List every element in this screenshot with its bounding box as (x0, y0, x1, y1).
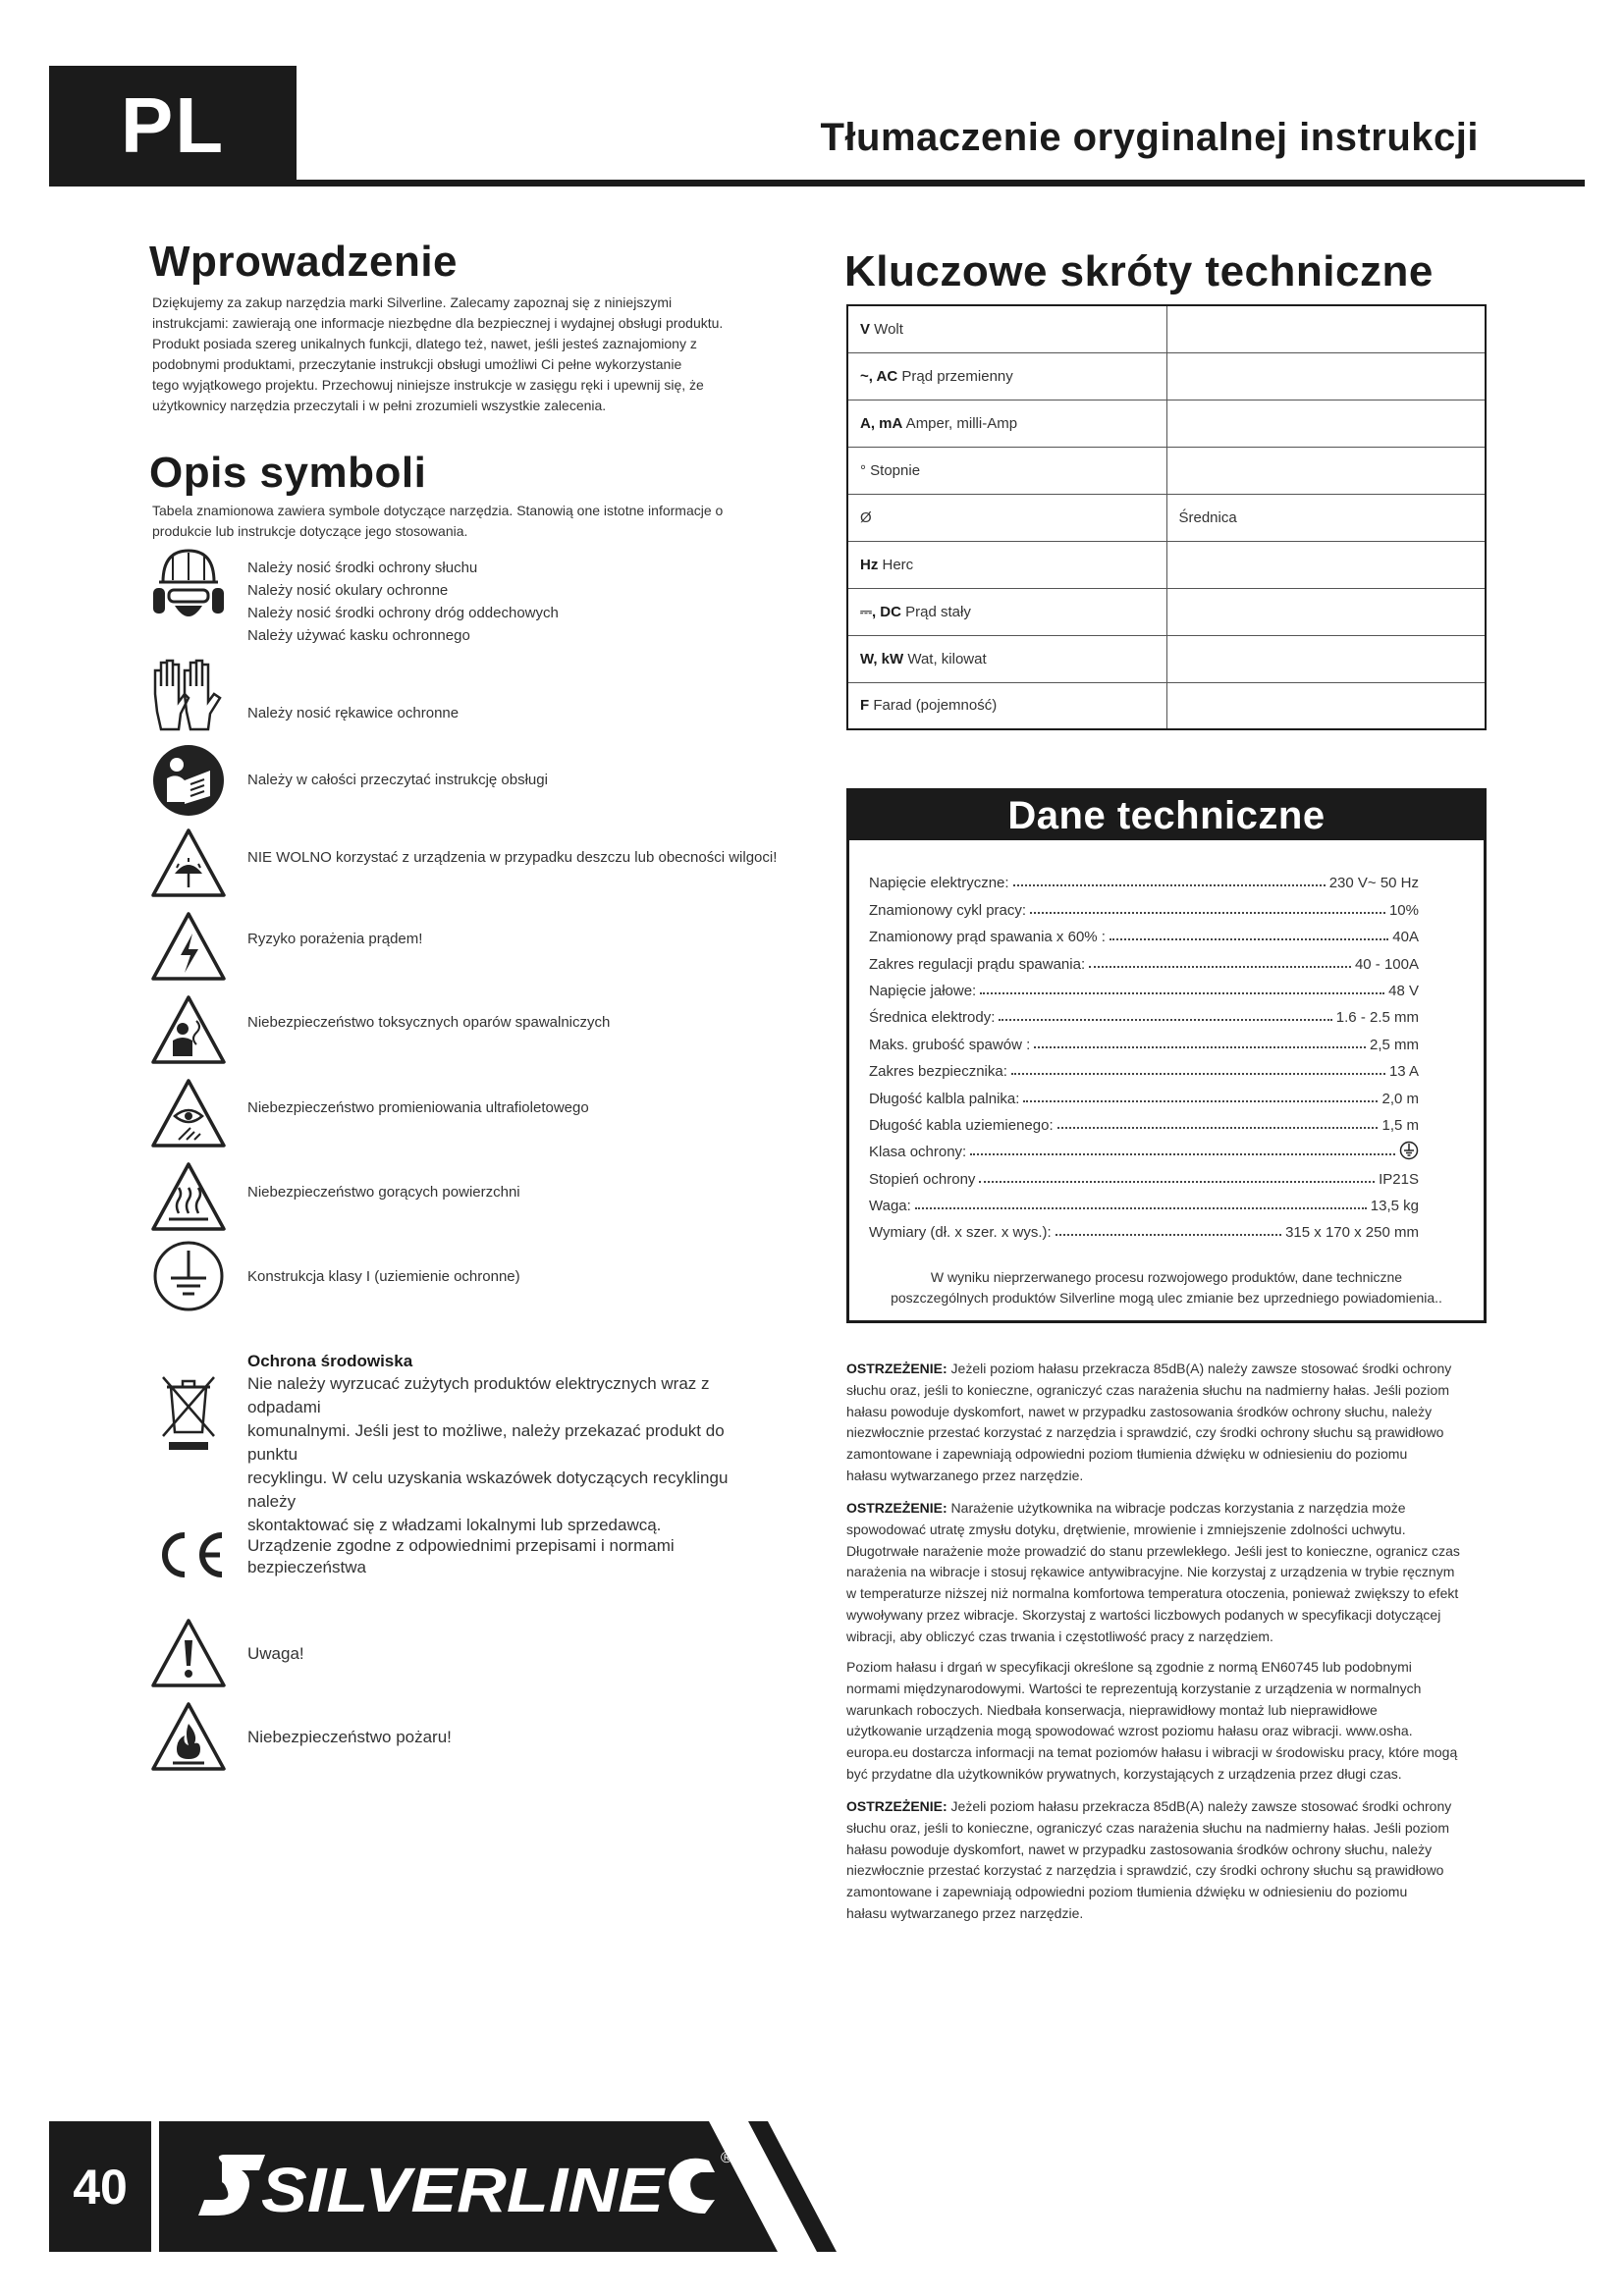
spec-label: Stopień ochrony (869, 1170, 976, 1188)
environment-title: Ochrona środowiska (247, 1352, 413, 1370)
spec-row (869, 1160, 1419, 1187)
symbol-row-gloves (149, 653, 778, 741)
spec-label: Maks. grubość spawów : (869, 1036, 1031, 1053)
language-code: PL (120, 81, 226, 169)
uv-text: Niebezpieczeństwo promieniowania ultrafioletowego (247, 1099, 589, 1116)
abbreviation-row (847, 305, 1486, 352)
spec-label: Napięcie jałowe: (869, 982, 977, 999)
class-1-earth-icon (1399, 1141, 1419, 1160)
warning-noise-repeat: OSTRZEŻENIE: Jeżeli poziom hałasu przekracza 85dB(A) należy zawsze stosować środki ochrony słuchu oraz, jeśli to konieczne, ograniczyć czas narażenia słuchu na nadmierny hałas. Jeśli poziom hałasu powoduje dyskomfort, nawet w przypadku zastosowania środków ochrony słuchu, należy niezwłocznie przestać korzystać z narzędzia i sprawdzić, czy środki ochrony słuchu są prawidłowo zamontowane i zapewniają odpowiedni poziom tłumienia dźwięku w odniesieniu do poziomu hałasu wytwarzanego przez narzędzie. (846, 1798, 1452, 1921)
spec-leader-dots (1013, 884, 1326, 886)
spec-row (869, 1026, 1419, 1052)
no-rain-warning-icon (149, 825, 228, 913)
spec-value: 2,0 m (1381, 1090, 1419, 1107)
abbreviation-row (847, 588, 1486, 635)
abbreviation-row (847, 541, 1486, 588)
abbreviation-term: W, kW Wat, kilowat (847, 635, 1166, 682)
abbreviation-term: F Farad (pojemność) (847, 682, 1166, 729)
symbol-row-hot (149, 1158, 778, 1247)
logo-hook-glyph (198, 2155, 265, 2216)
intro-paragraph: Dziękujemy za zakup narzędzia marki Silverline. Zalecamy zapoznaj się z niniejszymi instrukcjami: zawierają one informacje niezbędne dla bezpiecznej i wydajnej obsługi produktu. Produkt posiada szereg unikalnych funkcji, dlatego też, nawet, jeśli jesteś zaznajomiony z podobnymi produktami, przeczytanie instrukcji obsługi umożliwi Ci pełne wykorzystanie tego wyjątkowego projektu. Przechowuj niniejsze instrukcje w zasięgu ręki i upewnij się, że użytkownicy narzędzia przeczytali i w pełni zrozumieli wszystkie zalecenia. (152, 294, 724, 413)
logo-brand-text: SILVERLINE (261, 2155, 667, 2225)
silverline-logo (159, 2121, 1585, 2252)
abbreviations-heading: Kluczowe skróty techniczne (844, 247, 1434, 295)
spec-row (869, 1134, 1419, 1160)
spec-label: Długość kalbla palnika: (869, 1090, 1020, 1107)
spec-row (869, 1214, 1419, 1241)
abbreviation-definition: Średnica (1166, 494, 1486, 541)
spec-leader-dots (1023, 1100, 1378, 1102)
ce-mark-icon (149, 1514, 228, 1602)
class1-text: Konstrukcja klasy I (uziemienie ochronne) (247, 1268, 520, 1285)
spec-value: IP21S (1379, 1170, 1419, 1188)
warning-noise: OSTRZEŻENIE: Jeżeli poziom hałasu przekracza 85dB(A) należy zawsze stosować środki ochrony słuchu oraz, jeśli to konieczne, ograniczyć czas narażenia słuchu na nadmierny hałas. Jeśli poziom hałasu powoduje dyskomfort, nawet w przypadku zastosowania środków ochrony słuchu, należy niezwłocznie przestać korzystać z narzędzia i sprawdzić, czy środki ochrony słuchu są prawidłowo zamontowane i zapewniają odpowiedni poziom tłumienia dźwięku w odniesieniu do poziomu hałasu wytwarzanego przez narzędzie. (846, 1361, 1452, 1483)
gloves-text: Należy nosić rękawice ochronne (247, 705, 460, 721)
environment-text: Ochrona środowiska Nie należy wyrzucać zużytych produktów elektrycznych wraz z odpadami komunalnymi. Jeśli jest to możliwe, należy przekazać produkt do punktu recyklingu. W celu uzyskania wskazówek dotyczących recyklingu należy skontaktować się z władzami lokalnymi lub sprzedawcą. (247, 1350, 778, 1537)
abbreviation-row (847, 447, 1486, 494)
symbol-row-fire (149, 1698, 778, 1787)
class-1-earth-icon (149, 1239, 228, 1327)
spec-value: 40A (1392, 929, 1419, 946)
symbol-row-warning (149, 1615, 778, 1703)
hot-surface-icon (149, 1158, 228, 1247)
spec-label: Waga: (869, 1198, 911, 1215)
spec-row (869, 1107, 1419, 1134)
spec-leader-dots (1030, 912, 1385, 914)
abbreviation-row (847, 400, 1486, 447)
symbol-row-class1 (149, 1239, 778, 1327)
spec-label: Długość kabla uziemienego: (869, 1116, 1054, 1134)
rain-text: NIE WOLNO korzystać z urządzenia w przypadku deszczu lub obecności wilgoci! (247, 849, 778, 866)
spec-value (1399, 1141, 1419, 1160)
fumes-text: Niebezpieczeństwo toksycznych oparów spawalniczych (247, 1014, 611, 1031)
electric-shock-icon (149, 908, 228, 996)
abbreviation-term: ~, AC Prąd przemienny (847, 352, 1166, 400)
warning-text: Uwaga! (247, 1644, 304, 1663)
symbols-heading: Opis symboli (149, 449, 427, 497)
gloves-icon (149, 653, 228, 741)
spec-value: 230 V~ 50 Hz (1328, 875, 1419, 892)
abbreviation-definition (1166, 635, 1486, 682)
spec-label: Zakres regulacji prądu spawania: (869, 955, 1086, 973)
symbol-row-uv (149, 1075, 778, 1163)
spec-value: 2,5 mm (1369, 1036, 1419, 1053)
abbreviation-definition (1166, 541, 1486, 588)
spec-value: 40 - 100A (1354, 955, 1419, 973)
abbreviation-term: Ø (847, 494, 1166, 541)
spec-row (869, 945, 1419, 972)
spec-label: Znamionowy prąd spawania x 60% : (869, 929, 1106, 946)
page-number: 40 (73, 2159, 128, 2215)
symbols-intro: Tabela znamionowa zawiera symbole dotyczące narzędzia. Stanowią one istotne informacje o produkcie lub instrukcje dotyczące jego stosowania. (152, 503, 724, 539)
spec-row (869, 1053, 1419, 1080)
spec-label: Napięcie elektryczne: (869, 875, 1009, 892)
hot-text: Niebezpieczeństwo gorących powierzchni (247, 1184, 520, 1201)
weee-bin-icon (149, 1367, 228, 1456)
spec-list (869, 865, 1419, 1241)
logo-c-glyph (669, 2159, 715, 2214)
spec-leader-dots (1034, 1046, 1366, 1048)
footer-separator (151, 2121, 159, 2252)
ce-text: Urządzenie zgodne z odpowiednimi przepisami i normami bezpieczeństwa (247, 1536, 675, 1576)
spec-value: 13,5 kg (1370, 1198, 1419, 1215)
footer-bar (49, 2121, 1585, 2252)
symbol-row-ppe (149, 545, 778, 644)
language-tab (49, 66, 297, 186)
spec-row (869, 919, 1419, 945)
spec-value: 13 A (1388, 1063, 1419, 1081)
warning-icon (149, 1615, 228, 1703)
abbreviation-definition (1166, 305, 1486, 352)
abbreviation-row (847, 494, 1486, 541)
abbreviation-definition (1166, 682, 1486, 729)
spec-row (869, 1188, 1419, 1214)
logo-registered-mark: ® (721, 2150, 732, 2166)
uv-radiation-icon (149, 1075, 228, 1163)
symbol-row-environment (149, 1350, 778, 1534)
abbreviation-row (847, 635, 1486, 682)
spec-row (869, 973, 1419, 999)
noise-vibration-info: Poziom hałasu i drgań w specyfikacji określone są zgodnie z normą EN60745 lub podobnymi normami międzynarodowymi. Wartości te reprezentują korzystanie z urządzenia w normalnych warunkach roboczych. Niedbała konserwacja, nieprawidłowy montaż lub nieprawidłowe użytkowanie urządzenia mogą spowodować wzrost poziomu hałasu oraz wibracji. www.osha. europa.eu dostarcza informacji na temat poziomów hałasu i wibracji w środowisku pracy, które mogą być przydatne dla użytkowników prywatnych, korzystających z urządzenia przez długi czas. (846, 1659, 1458, 1782)
document-title: Tłumaczenie oryginalnej instrukcji (820, 116, 1479, 159)
spec-label: Wymiary (dł. x szer. x wys.): (869, 1224, 1052, 1242)
technical-data-box (846, 788, 1487, 1323)
spec-label: Znamionowy cykl pracy: (869, 901, 1027, 919)
spec-label: Klasa ochrony: (869, 1144, 967, 1161)
spec-value: 10% (1388, 901, 1419, 919)
abbreviation-row (847, 352, 1486, 400)
symbol-row-shock (149, 908, 778, 996)
abbreviation-definition (1166, 400, 1486, 447)
abbreviation-term: Hz Herc (847, 541, 1166, 588)
abbreviation-definition (1166, 588, 1486, 635)
warning-vibration: OSTRZEŻENIE: Narażenie użytkownika na wibracje podczas korzystania z narzędzia może spowodować utratę zmysłu dotyku, drętwienie, mrowienie i zmniejszenie zdolności uchwytu. Długotrwałe narażenie może prowadzić do stanu przewlekłego. Jeśli jest to konieczne, ogranicz czas narażenia na wibracje i stosuj rękawice antywibracyjne. Nie korzystaj z urządzenia w trybie ręcznym w temperaturze niższej niż normalna komfortowa temperatura otoczenia, ponieważ zwiększy to efekt wywoływany przez wibracje. Skorzystaj z wartości liczbowych podanych w specyfikacji dotyczącej wibracji, aby obliczyć czas trwania i częstotliwość pracy z narzędziem. (846, 1500, 1460, 1644)
read-manual-icon (149, 741, 228, 829)
ppe-text: Należy nosić środki ochrony słuchu Należy nosić okulary ochronne Należy nosić środki ochrony dróg oddechowych Należy używać kasku ochronnego (247, 560, 559, 644)
abbreviation-term: V Wolt (847, 305, 1166, 352)
spec-value: 315 x 170 x 250 mm (1285, 1224, 1419, 1242)
abbreviation-term: ° Stopnie (847, 447, 1166, 494)
spec-label: Zakres bezpiecznika: (869, 1063, 1007, 1081)
spec-value: 1,5 m (1381, 1116, 1419, 1134)
spec-value: 48 V (1388, 982, 1419, 999)
spec-value: 1.6 - 2.5 mm (1335, 1009, 1419, 1027)
spec-row (869, 865, 1419, 891)
symbol-row-ce (149, 1514, 778, 1602)
abbreviation-definition (1166, 447, 1486, 494)
symbol-row-rain (149, 825, 778, 913)
shock-text: Ryzyko porażenia prądem! (247, 931, 423, 947)
spec-leader-dots (915, 1207, 1367, 1209)
abbreviation-term: ⎓, DC Prąd stały (847, 588, 1166, 635)
spec-leader-dots (1011, 1073, 1385, 1075)
spec-leader-dots (979, 1181, 1375, 1183)
abbreviation-definition (1166, 352, 1486, 400)
manual-text: Należy w całości przeczytać instrukcję obsługi (247, 772, 548, 788)
spec-leader-dots (970, 1153, 1395, 1155)
intro-heading: Wprowadzenie (149, 238, 459, 286)
spec-leader-dots (1089, 966, 1351, 968)
toxic-fumes-icon (149, 991, 228, 1080)
ppe-icon (149, 545, 228, 633)
spec-row (869, 999, 1419, 1026)
abbreviation-row (847, 682, 1486, 729)
spec-row (869, 1080, 1419, 1106)
spec-leader-dots (980, 992, 1384, 994)
abbreviations-table (846, 304, 1487, 730)
spec-row (869, 891, 1419, 918)
symbol-row-fumes (149, 991, 778, 1080)
spec-leader-dots (1110, 938, 1388, 940)
fire-hazard-icon (149, 1698, 228, 1787)
spec-leader-dots (1057, 1127, 1379, 1129)
abbreviation-term: A, mA Amper, milli-Amp (847, 400, 1166, 447)
technical-data-note: W wyniku nieprzerwanego procesu rozwojowego produktów, dane techniczne poszczególnych produktów Silverline mogą ulec zmianie bez uprzedniego powiadomienia.. (891, 1269, 1442, 1306)
spec-label: Średnica elektrody: (869, 1009, 996, 1027)
symbol-row-manual (149, 741, 778, 829)
spec-leader-dots (999, 1019, 1331, 1021)
technical-data-heading: Dane techniczne (849, 791, 1484, 840)
spec-leader-dots (1056, 1234, 1281, 1236)
fire-text: Niebezpieczeństwo pożaru! (247, 1728, 452, 1746)
header-divider (49, 180, 1585, 187)
